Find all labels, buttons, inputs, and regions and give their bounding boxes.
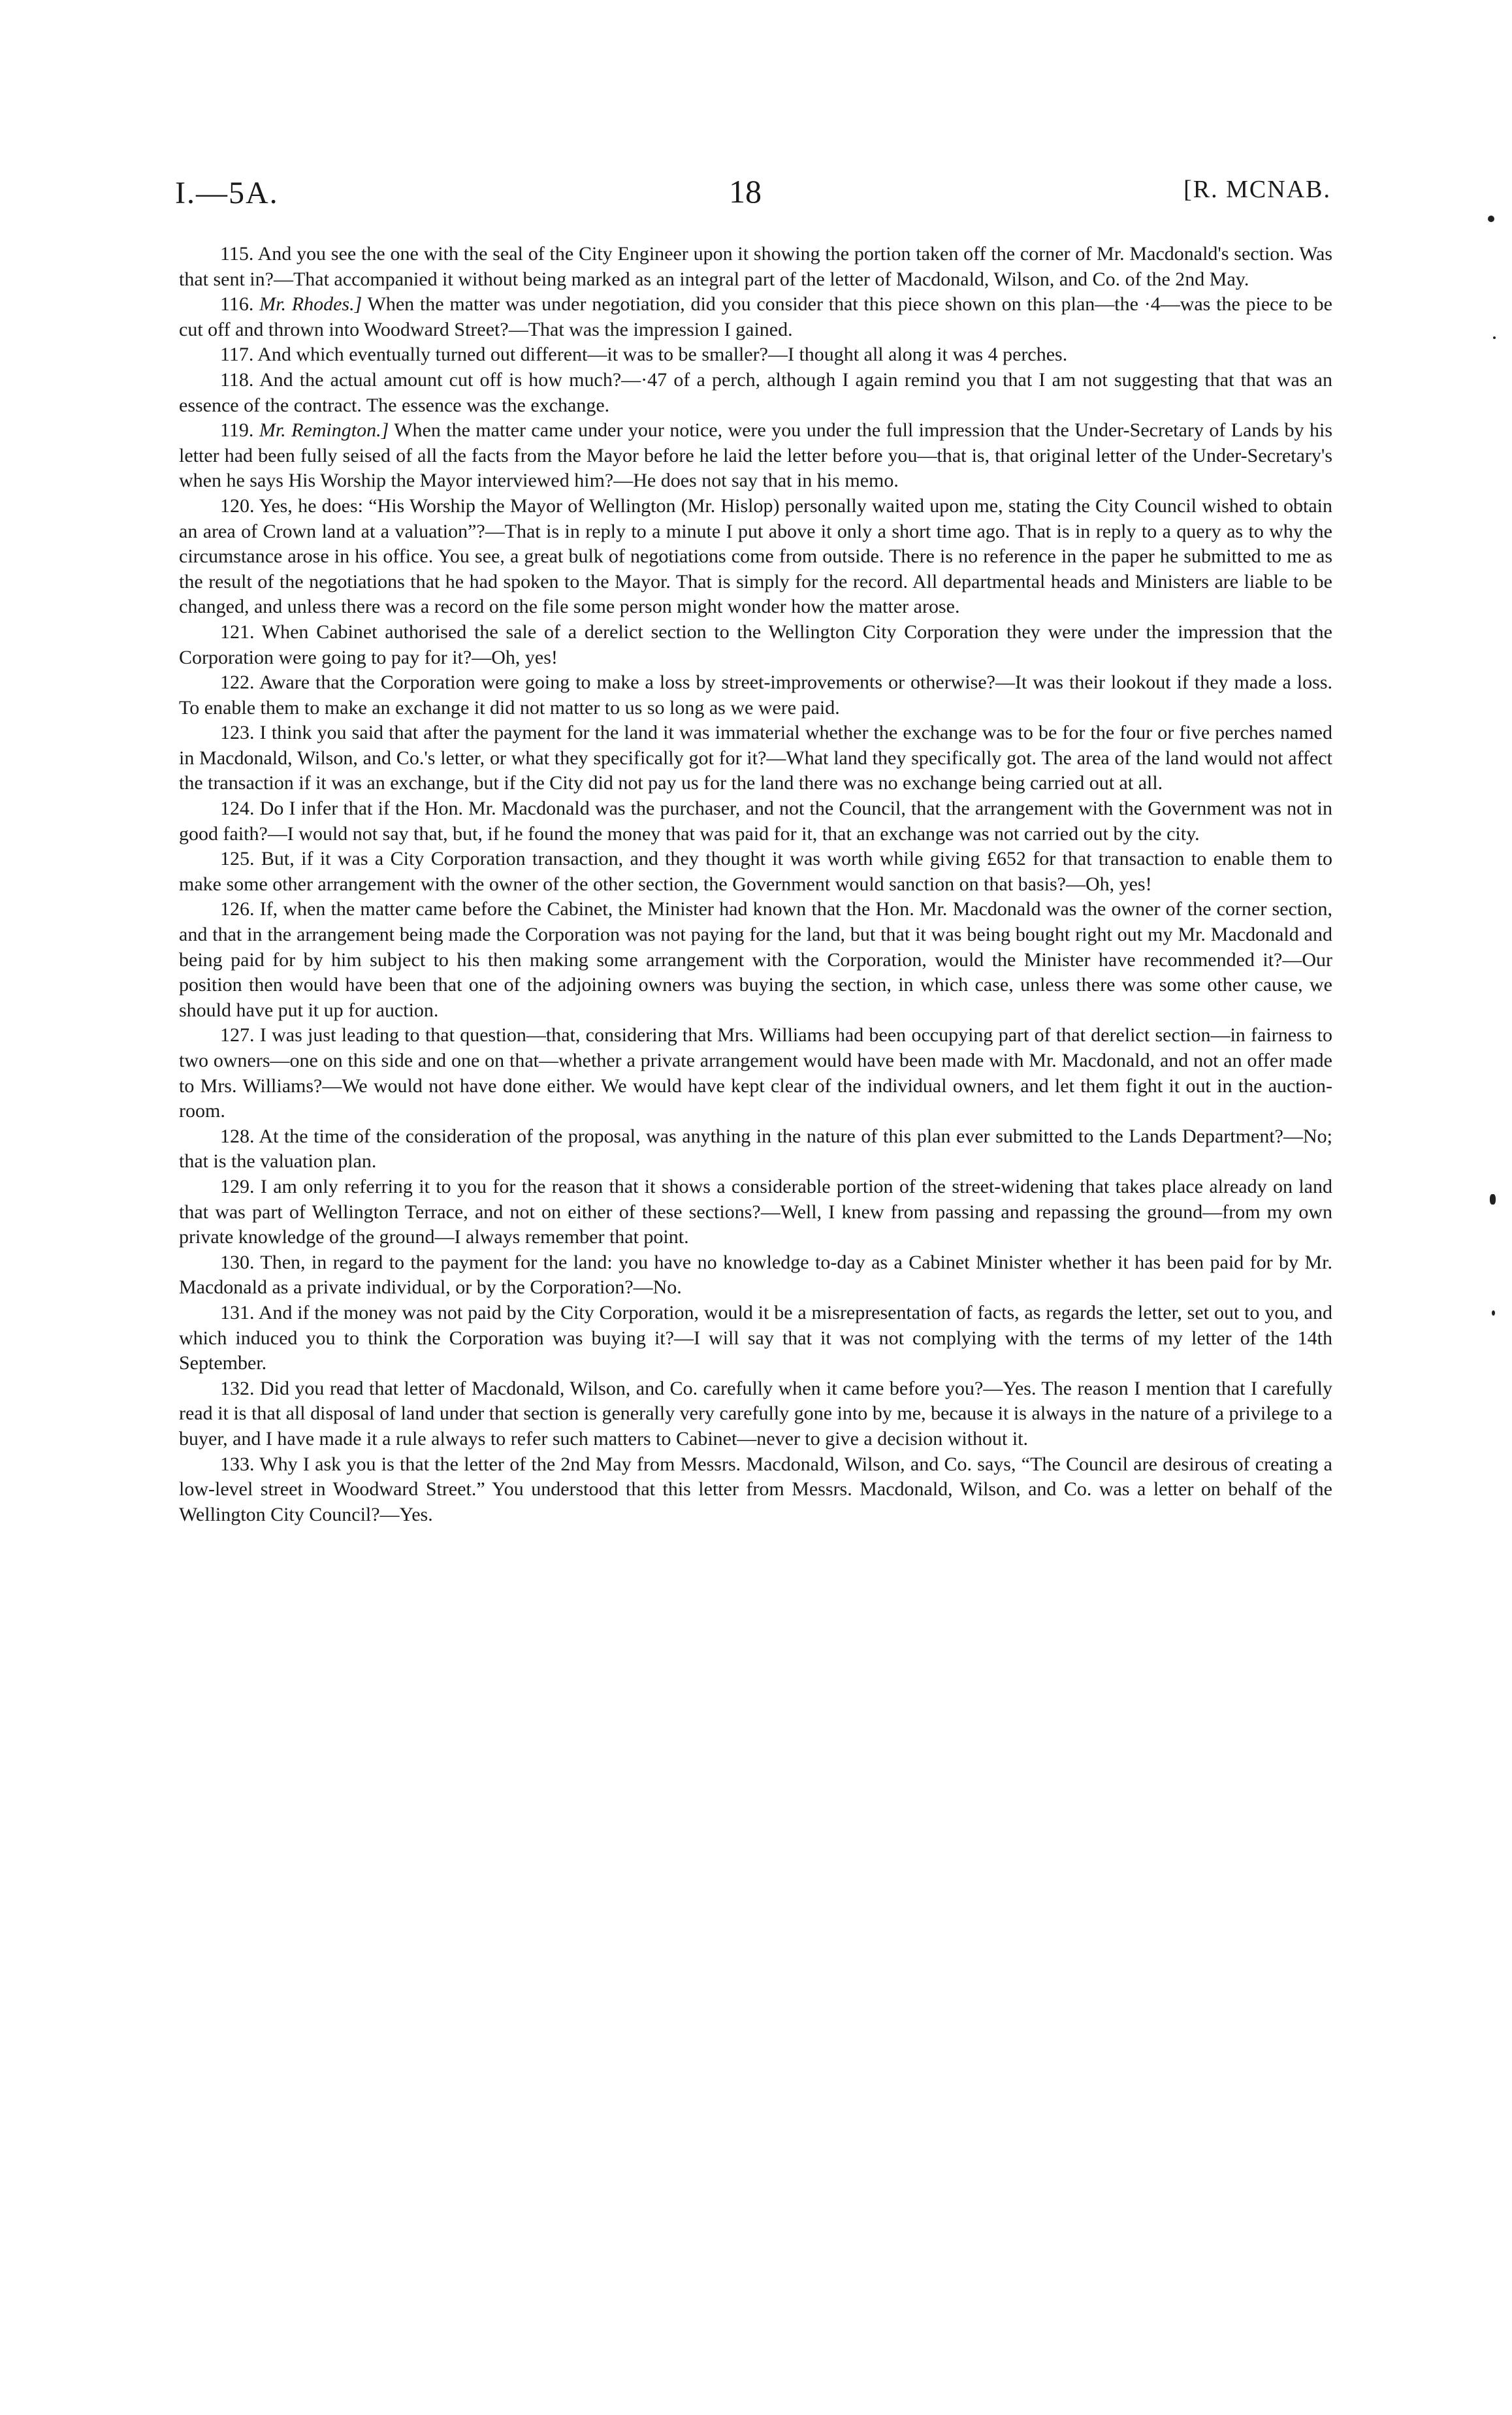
speaker-label: Mr. Remington.] [259,419,389,442]
scan-speck [1490,1194,1496,1205]
question-paragraph: 119. Mr. Remington.] When the matter came under your notice, were you under the full impression that the Under-Secretary of Lands by his letter had been fully seised of all the facts from the Mayor before he laid the letter before you—that is, that original letter of the Under-Secretary's when he says His Worship the Mayor interviewed him?—He does not say that in his memo. [179,419,1333,492]
speaker-label: Mr. Rhodes.] [259,293,362,316]
question-paragraph: 125. But, if it was a City Corporation transaction, and they thought it was worth while giving £652 for that transaction to enable them to make some other arrangement with the owner of the other section, the Government would sanction on that basis?—Oh, yes! [179,848,1333,895]
paper-reference: I.—5A. [175,176,279,210]
question-paragraph: 124. Do I infer that if the Hon. Mr. Macdonald was the purchaser, and not the Council, that the arrangement with the Government was not in good faith?—I would not say that, but, if he found the money that was paid for it, that an exchange was not carried out by the city. [179,798,1332,845]
question-paragraph: 120. Yes, he does: “His Worship the Mayor of Wellington (Mr. Hislop) personally waited upon me, stating the City Council wished to obtain an area of Crown land at a valuation”?—That is in reply to a minute I put above it only a short time ago. That is in reply to a query as to why the circumstance arose in his office. You see, a great bulk of negotiations come from outside. There is no reference in the paper he submitted to me as the result of the negotiations that he had spoken to the Mayor. That is simply for the record. All departmental heads and Ministers are liable to be changed, and unless there was a record on the file some person might wonder how the matter arose. [179,494,1333,618]
witness-name: [R. MCNAB. [1183,176,1331,203]
page-number: 18 [729,173,762,210]
question-paragraph: 121. When Cabinet authorised the sale of a derelict section to the Wellington City Corporation they were under the impression that the Corporation were going to pay for it?—Oh, yes! [179,621,1332,668]
question-paragraph: 115. And you see the one with the seal of the City Engineer upon it showing the portion taken off the corner of Mr. Macdonald's section. Was that sent in?—That accompanied it without being marked as an integral part of the letter of Macdonald, Wilson, and Co. of the 2nd May. [179,243,1332,290]
question-paragraph: 122. Aware that the Corporation were going to make a loss by street-improvements or otherwise?—It was their lookout if they made a loss. To enable them to make an exchange it did not matter to us so long as we were paid. [179,672,1332,719]
page-header [175,175,1331,227]
question-paragraph: 129. I am only referring it to you for the reason that it shows a considerable portion of the street-widening that takes place already on land that was part of Wellington Terrace, and not on either of these sections?—Well, I knew from passing and repassing the ground—from my own private knowledge of the ground—I always remember that point. [179,1175,1332,1248]
question-paragraph: 130. Then, in regard to the payment for the land: you have no knowledge to-day as a Cabinet Minister whether it has been paid for by Mr. Macdonald as a private individual, or by the Corporation?—No. [179,1251,1332,1299]
question-paragraph: 126. If, when the matter came before the Cabinet, the Minister had known that the Hon. Mr. Macdonald was the owner of the corner section, and that in the arrangement being made the Corporation was not paying for the land, but that it was being bought right out my Mr. Macdonald and being paid for by him subject to his then making some arrangement with the Corporation, would the Minister have recommended it?—Our position then would have been that one of the adjoining owners was buying the section, in which case, unless there was some other cause, we should have put it up for auction. [179,898,1332,1021]
scan-speck [1493,336,1496,339]
scan-speck [1488,216,1494,222]
question-paragraph: 118. And the actual amount cut off is how much?—·47 of a perch, although I again remind you that I am not suggesting that that was an essence of the contract. The essence was the exchange. [179,368,1332,416]
question-paragraph: 128. At the time of the consideration of the proposal, was anything in the nature of this plan ever submitted to the Lands Department?—No; that is the valuation plan. [179,1125,1332,1173]
testimony-body [179,242,1332,1527]
question-paragraph: 131. And if the money was not paid by the City Corporation, would it be a misrepresentation of facts, as regards the letter, set out to you, and which induced you to think the Corporation was buying it?—I will say that it was not complying with the terms of my letter of the 14th September. [179,1301,1332,1374]
question-paragraph: 132. Did you read that letter of Macdonald, Wilson, and Co. carefully when it came before you?—Yes. The reason I mention that I carefully read it is that all disposal of land under that section is generally very carefully gone into by me, because it is always in the nature of a privilege to a buyer, and I have made it a rule always to refer such matters to Cabinet—never to give a decision without it. [179,1377,1332,1450]
question-paragraph: 116. Mr. Rhodes.] When the matter was under negotiation, did you consider that this piece shown on this plan—the ·4—was the piece to be cut off and thrown into Woodward Street?—That was the impression I gained. [179,293,1332,340]
question-paragraph: 123. I think you said that after the payment for the land it was immaterial whether the exchange was to be for the four or five perches named in Macdonald, Wilson, and Co.'s letter, or what they specifically got for it?—What land they specifically got. The area of the land would not affect the transaction if it was an exchange, but if the City did not pay us for the land there was no exchange being carried out at all. [179,722,1332,794]
question-paragraph: 117. And which eventually turned out different—it was to be smaller?—I thought all along it was 4 perches. [220,344,1068,366]
question-paragraph: 127. I was just leading to that question—that, considering that Mrs. Williams had been occupying part of that derelict section—in fairness to two owners—one on this side and one on that—whether a private arrangement would have been made with Mr. Macdonald, and not an offer made to Mrs. Williams?—We would not have done either. We would have kept clear of the individual owners, and let them fight it out in the auction-room. [179,1024,1333,1122]
question-paragraph: 133. Why I ask you is that the letter of the 2nd May from Messrs. Macdonald, Wilson, and Co. says, “The Council are desirous of creating a low-level street in Woodward Street.” You understood that this letter from Messrs. Macdonald, Wilson, and Co. was a letter on behalf of the Wellington City Council?—Yes. [179,1453,1332,1525]
scan-speck [1492,1310,1495,1316]
